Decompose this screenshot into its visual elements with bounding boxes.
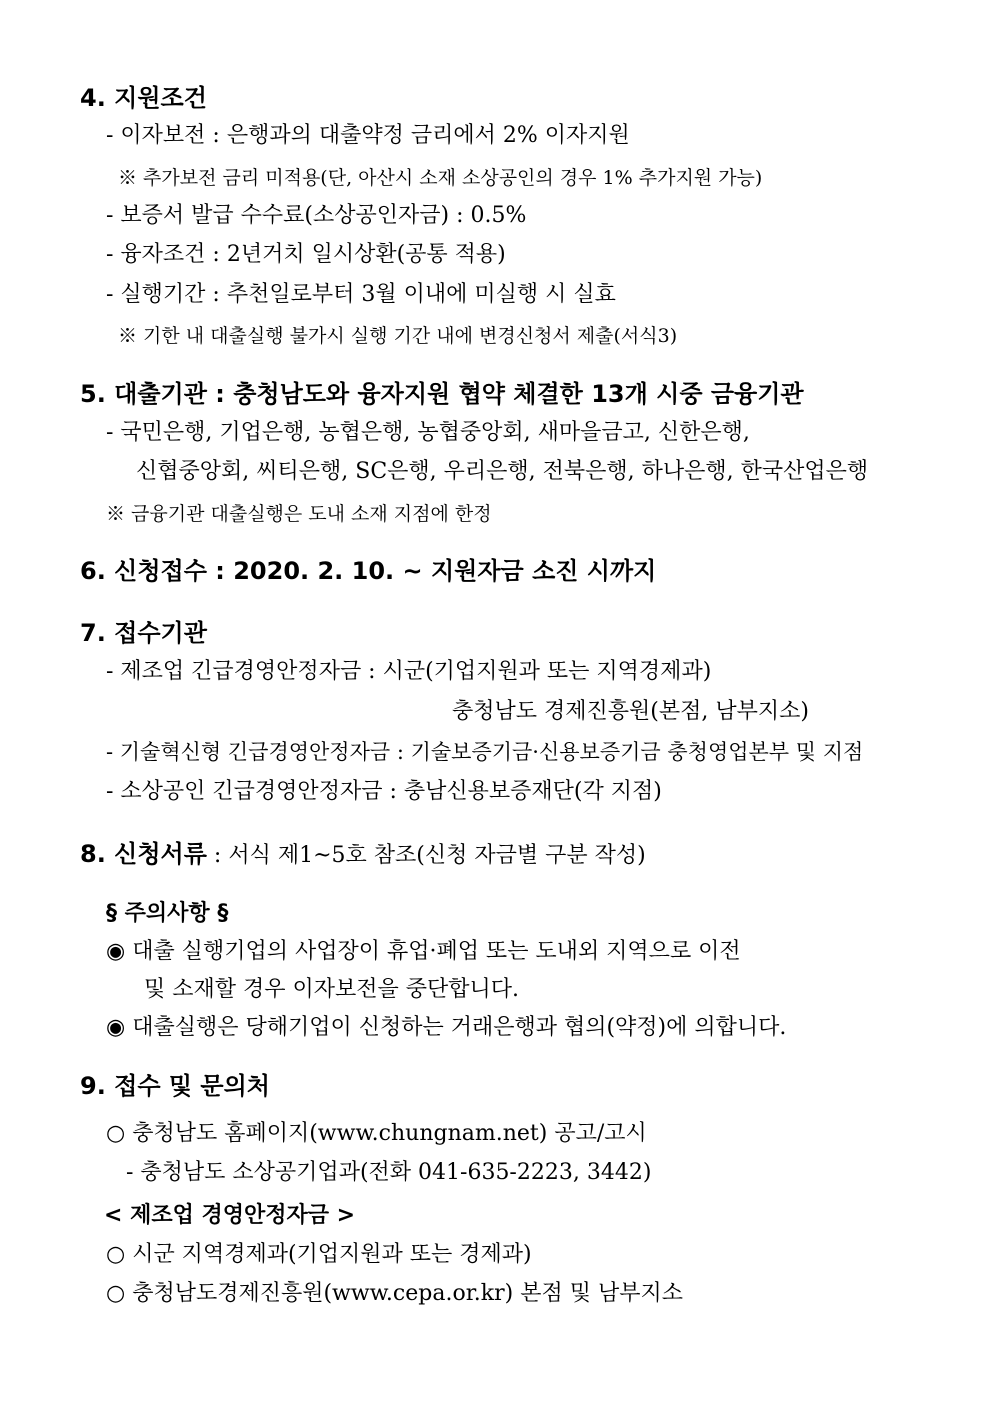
support-note-2: ※ 기한 내 대출실행 불가시 실행 기간 내에 변경신청서 제출(서식3) [118, 325, 678, 347]
agency-tech: - 기술혁신형 긴급경영안정자금 : 기술보증기금·신용보증기금 충청영업본부 및 지점 [106, 740, 864, 764]
section-6-title: 6. 신청접수 : 2020. 2. 10. ~ 지원자금 소진 시까지 [80, 557, 657, 585]
section-5-title: 5. 대출기관 : 충청남도와 융자지원 협약 체결한 13개 시중 금융기관 [80, 380, 804, 408]
contact-city: ○ 시군 지역경제과(기업지원과 또는 경제과) [106, 1242, 532, 1267]
section-7-title: 7. 접수기관 [80, 619, 207, 647]
section-8-text: : 서식 제1~5호 참조(신청 자금별 구분 작성) [206, 843, 646, 868]
support-execution-period: - 실행기간 : 추천일로부터 3월 이내에 미실행 시 실효 [106, 282, 616, 307]
caution-item-1: ◉ 대출 실행기업의 사업장이 휴업·폐업 또는 도내외 지역으로 이전 [106, 939, 741, 964]
contact-department: - 충청남도 소상공기업과(전화 041-635-2223, 3442) [126, 1160, 652, 1185]
caution-item-1-cont: 및 소재할 경우 이자보전을 중단합니다. [144, 977, 519, 1002]
bank-list-1: - 국민은행, 기업은행, 농협은행, 농협중앙회, 새마을금고, 신한은행, [106, 420, 750, 445]
section-4-title: 4. 지원조건 [80, 84, 207, 112]
contact-homepage: ○ 충청남도 홈페이지(www.chungnam.net) 공고/고시 [106, 1121, 647, 1146]
manufacturing-subheading: < 제조업 경영안정자금 > [104, 1203, 356, 1228]
support-loan-terms: - 융자조건 : 2년거치 일시상환(공통 적용) [106, 242, 506, 267]
contact-cepa: ○ 충청남도경제진흥원(www.cepa.or.kr) 본점 및 남부지소 [106, 1281, 683, 1306]
section-8 [80, 840, 646, 870]
bank-note: ※ 금융기관 대출실행은 도내 소재 지점에 한정 [106, 503, 492, 525]
caution-title: § 주의사항 § [106, 901, 229, 926]
caution-item-2: ◉ 대출실행은 당해기업이 신청하는 거래은행과 협의(약정)에 의합니다. [106, 1015, 787, 1040]
bank-list-2: 신협중앙회, 씨티은행, SC은행, 우리은행, 전북은행, 하나은행, 한국산업은행 [136, 459, 869, 484]
section-9-title: 9. 접수 및 문의처 [80, 1072, 270, 1100]
section-8-title: 8. 신청서류 [80, 840, 207, 868]
agency-manufacturing: - 제조업 긴급경영안정자금 : 시군(기업지원과 또는 지역경제과) [106, 659, 712, 684]
agency-small-business: - 소상공인 긴급경영안정자금 : 충남신용보증재단(각 지점) [106, 779, 662, 804]
agency-manufacturing-2: 충청남도 경제진흥원(본점, 남부지소) [452, 699, 809, 724]
support-guarantee-fee: - 보증서 발급 수수료(소상공인자금) : 0.5% [106, 203, 527, 228]
support-note-1: ※ 추가보전 금리 미적용(단, 아산시 소재 소상공인의 경우 1% 추가지원 가능) [118, 167, 763, 189]
support-interest: - 이자보전 : 은행과의 대출약정 금리에서 2% 이자지원 [106, 123, 630, 148]
